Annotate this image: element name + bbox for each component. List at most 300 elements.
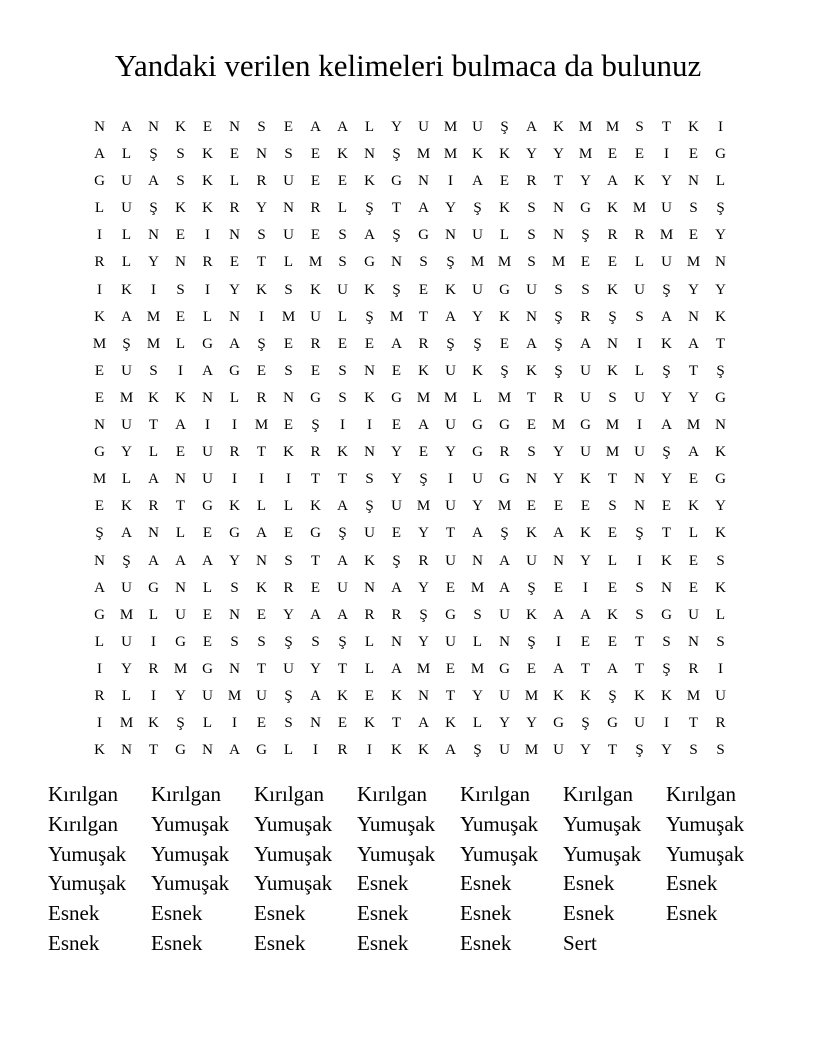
grid-letter: R <box>202 254 213 271</box>
grid-letter: M <box>578 119 593 135</box>
grid-letter: M <box>92 335 107 352</box>
grid-letter: N <box>310 715 321 732</box>
grid-letter: Ş <box>419 606 428 623</box>
grid-letter: U <box>634 281 645 298</box>
grid-letter: Y <box>580 742 591 759</box>
grid-letter: Ş <box>527 579 536 596</box>
grid-letter: U <box>472 281 483 298</box>
grid-letter: L <box>337 200 348 217</box>
grid-letter: R <box>310 444 321 461</box>
grid-letter: G <box>310 525 321 542</box>
grid-letter: G <box>472 417 483 434</box>
grid-letter: N <box>229 119 240 135</box>
grid-letter: Ş <box>662 444 671 461</box>
grid-letter: N <box>445 227 456 244</box>
grid-letter: T <box>607 742 618 759</box>
grid-letter: E <box>634 146 645 163</box>
grid-letter: Y <box>391 471 402 488</box>
grid-letter: M <box>173 660 188 677</box>
word-list-item: Yumuşak <box>151 811 230 836</box>
word-list-item: Yumuşak <box>151 871 230 896</box>
word-list-item: Esnek <box>357 901 409 926</box>
grid-letter: K <box>472 146 483 163</box>
grid-letter: N <box>418 173 429 190</box>
word-list-item: Esnek <box>460 930 512 955</box>
grid-letter: N <box>148 227 159 244</box>
grid-letter: Ş <box>311 417 320 434</box>
grid-letter: S <box>635 308 644 325</box>
grid-letter: E <box>94 362 105 379</box>
grid-letter: L <box>175 525 186 542</box>
grid-letter: T <box>148 742 159 759</box>
grid-letter: Ş <box>122 552 131 569</box>
grid-letter: S <box>257 119 266 135</box>
grid-letter: A <box>256 525 267 542</box>
grid-letter: G <box>715 389 726 406</box>
grid-letter: K <box>364 389 375 406</box>
grid-letter: S <box>257 227 266 244</box>
grid-letter: T <box>553 173 564 190</box>
grid-letter: Y <box>661 742 672 759</box>
grid-letter: N <box>94 119 105 135</box>
grid-letter: Ş <box>446 254 455 271</box>
grid-letter: M <box>119 389 134 406</box>
grid-letter: R <box>337 742 348 759</box>
grid-letter: I <box>259 471 264 488</box>
word-list-item: Esnek <box>666 871 718 896</box>
grid-letter: K <box>607 281 618 298</box>
grid-letter: U <box>499 742 510 759</box>
grid-letter: G <box>202 660 213 677</box>
grid-letter: N <box>661 579 672 596</box>
grid-letter: G <box>499 471 510 488</box>
grid-letter: I <box>232 417 237 434</box>
grid-letter: E <box>688 579 699 596</box>
grid-letter: I <box>97 281 102 298</box>
grid-letter: M <box>470 660 485 677</box>
grid-letter: G <box>607 715 618 732</box>
grid-letter: N <box>472 552 483 569</box>
grid-letter: L <box>283 498 294 515</box>
word-list-item: Esnek <box>460 871 512 896</box>
grid-letter: K <box>580 525 591 542</box>
grid-letter: M <box>605 119 620 135</box>
grid-letter: T <box>661 119 672 135</box>
grid-letter: G <box>580 417 591 434</box>
grid-letter: A <box>499 552 510 569</box>
grid-letter: A <box>418 200 429 217</box>
grid-letter: G <box>256 742 267 759</box>
grid-letter: M <box>416 498 431 515</box>
grid-letter: K <box>445 281 456 298</box>
grid-letter: K <box>202 146 213 163</box>
grid-letter: Ş <box>500 119 509 135</box>
grid-letter: U <box>472 119 483 135</box>
grid-letter: S <box>284 362 293 379</box>
grid-letter: M <box>281 308 296 325</box>
word-list-item: Yumuşak <box>666 841 745 866</box>
grid-letter: U <box>283 227 294 244</box>
grid-letter: U <box>121 579 132 596</box>
grid-letter: Y <box>715 227 726 244</box>
grid-letter: L <box>256 498 267 515</box>
grid-letter: G <box>661 606 672 623</box>
word-list-item: Esnek <box>48 901 100 926</box>
grid-letter: G <box>499 281 510 298</box>
grid-letter: M <box>497 389 512 406</box>
grid-letter: L <box>472 715 483 732</box>
grid-letter: K <box>553 119 564 135</box>
grid-letter: Ş <box>500 525 509 542</box>
grid-letter: E <box>553 579 564 596</box>
grid-letter: M <box>497 254 512 271</box>
grid-letter: E <box>94 498 105 515</box>
grid-letter: G <box>202 335 213 352</box>
grid-letter: L <box>715 173 726 190</box>
grid-letter: E <box>526 660 537 677</box>
grid-letter: I <box>151 633 156 650</box>
grid-letter: U <box>283 660 294 677</box>
grid-letter: K <box>661 687 672 704</box>
grid-letter: N <box>688 633 699 650</box>
grid-letter: U <box>121 200 132 217</box>
grid-letter: S <box>338 389 347 406</box>
grid-letter: U <box>472 471 483 488</box>
grid-letter: Ş <box>581 227 590 244</box>
grid-letter: R <box>310 200 321 217</box>
grid-letter: S <box>230 633 239 650</box>
grid-letter: U <box>445 633 456 650</box>
grid-letter: E <box>661 498 672 515</box>
grid-letter: R <box>607 227 618 244</box>
grid-letter: I <box>448 471 453 488</box>
grid-letter: E <box>688 552 699 569</box>
grid-letter: L <box>364 633 375 650</box>
grid-letter: K <box>256 579 267 596</box>
grid-letter: N <box>148 119 159 135</box>
word-list-item: Esnek <box>666 901 718 926</box>
grid-letter: E <box>202 606 213 623</box>
grid-letter: L <box>634 362 645 379</box>
grid-letter: A <box>148 471 159 488</box>
grid-letter: R <box>94 687 105 704</box>
grid-letter: E <box>229 254 240 271</box>
grid-letter: N <box>553 552 564 569</box>
grid-letter: Y <box>553 146 564 163</box>
grid-letter: U <box>688 606 699 623</box>
grid-letter: A <box>337 498 348 515</box>
grid-letter: K <box>715 525 726 542</box>
grid-letter: A <box>580 606 591 623</box>
grid-letter: Y <box>418 525 429 542</box>
word-list-item: Kırılgan <box>357 782 427 806</box>
grid-letter: L <box>337 308 348 325</box>
grid-letter: E <box>310 362 321 379</box>
grid-letter: E <box>283 525 294 542</box>
grid-letter: M <box>146 308 161 325</box>
grid-letter: T <box>688 715 699 732</box>
grid-letter: U <box>337 281 348 298</box>
grid-letter: R <box>310 335 321 352</box>
grid-letter: K <box>364 281 375 298</box>
grid-letter: S <box>689 200 698 217</box>
grid-letter: K <box>202 173 213 190</box>
grid-letter: I <box>367 742 372 759</box>
grid-letter: Ş <box>392 227 401 244</box>
grid-letter: E <box>283 417 294 434</box>
grid-letter: S <box>527 444 536 461</box>
grid-letter: U <box>202 444 213 461</box>
grid-letter: E <box>499 335 510 352</box>
grid-letter: A <box>445 742 456 759</box>
grid-letter: R <box>148 660 159 677</box>
grid-letter: Y <box>715 281 726 298</box>
grid-letter: S <box>311 633 320 650</box>
grid-letter: N <box>229 660 240 677</box>
grid-letter: M <box>389 308 404 325</box>
grid-letter: Ş <box>338 525 347 542</box>
grid-letter: A <box>472 173 483 190</box>
grid-letter: T <box>661 525 672 542</box>
grid-letter: Y <box>715 498 726 515</box>
grid-letter: K <box>715 308 726 325</box>
grid-letter: L <box>472 389 483 406</box>
grid-letter: M <box>632 200 647 217</box>
word-list-item: Kırılgan <box>460 782 530 806</box>
grid-letter: Ş <box>635 742 644 759</box>
grid-letter: Ş <box>716 200 725 217</box>
grid-letter: A <box>391 579 402 596</box>
grid-letter: L <box>121 227 132 244</box>
grid-letter: T <box>607 471 618 488</box>
word-list-item: Yumuşak <box>563 811 642 836</box>
grid-letter: A <box>202 362 213 379</box>
grid-letter: N <box>364 444 375 461</box>
grid-letter: S <box>608 498 617 515</box>
grid-letter: S <box>689 742 698 759</box>
grid-letter: S <box>176 173 185 190</box>
grid-letter: I <box>232 715 237 732</box>
grid-letter: Y <box>688 389 699 406</box>
word-list <box>48 780 768 959</box>
grid-letter: E <box>445 660 456 677</box>
grid-letter: U <box>121 417 132 434</box>
grid-letter: E <box>310 227 321 244</box>
grid-letter: I <box>151 281 156 298</box>
grid-letter: S <box>419 254 428 271</box>
grid-letter: M <box>686 254 701 271</box>
grid-letter: E <box>256 362 267 379</box>
grid-letter: I <box>340 417 345 434</box>
grid-letter: K <box>580 687 591 704</box>
word-list-item: Yumuşak <box>254 871 333 896</box>
word-list-item: Yumuşak <box>460 841 539 866</box>
grid-letter: I <box>259 308 264 325</box>
grid-letter: K <box>580 471 591 488</box>
grid-letter: L <box>472 633 483 650</box>
grid-letter: R <box>229 200 240 217</box>
grid-letter: E <box>175 227 186 244</box>
grid-letter: U <box>661 254 672 271</box>
grid-letter: E <box>580 633 591 650</box>
grid-letter: L <box>688 525 699 542</box>
grid-letter: A <box>94 146 105 163</box>
grid-letter: M <box>416 146 431 163</box>
grid-letter: N <box>283 389 294 406</box>
grid-letter: Y <box>580 552 591 569</box>
grid-letter: K <box>121 281 132 298</box>
grid-letter: N <box>634 471 645 488</box>
grid-letter: N <box>553 227 564 244</box>
grid-letter: K <box>661 335 672 352</box>
grid-letter: Ş <box>662 362 671 379</box>
grid-letter: Y <box>472 308 483 325</box>
grid-letter: Ş <box>527 633 536 650</box>
grid-letter: U <box>175 606 186 623</box>
grid-letter: E <box>337 335 348 352</box>
grid-letter: I <box>205 417 210 434</box>
grid-letter: G <box>499 417 510 434</box>
grid-letter: S <box>176 281 185 298</box>
grid-letter: Ş <box>95 525 104 542</box>
grid-letter: A <box>337 606 348 623</box>
grid-letter: N <box>175 254 186 271</box>
grid-letter: Ş <box>419 471 428 488</box>
grid-letter: K <box>337 444 348 461</box>
grid-letter: K <box>499 146 510 163</box>
grid-letter: A <box>688 444 699 461</box>
grid-letter: Y <box>121 444 132 461</box>
grid-letter: E <box>283 335 294 352</box>
grid-letter: E <box>607 254 618 271</box>
grid-letter: E <box>526 498 537 515</box>
grid-letter: K <box>202 200 213 217</box>
grid-letter: I <box>205 227 210 244</box>
word-search-grid <box>86 114 734 764</box>
grid-letter: N <box>229 227 240 244</box>
grid-letter: M <box>443 146 458 163</box>
grid-letter: Y <box>418 633 429 650</box>
grid-letter: S <box>284 146 293 163</box>
grid-letter: L <box>121 254 132 271</box>
grid-letter: L <box>148 444 159 461</box>
grid-letter: K <box>310 498 321 515</box>
grid-letter: Y <box>175 687 186 704</box>
grid-letter: Ş <box>176 715 185 732</box>
grid-letter: N <box>526 308 537 325</box>
word-list-item: Esnek <box>357 930 409 955</box>
word-list-item: Esnek <box>563 901 615 926</box>
grid-letter: M <box>443 389 458 406</box>
grid-letter: Ş <box>149 200 158 217</box>
grid-letter: E <box>418 281 429 298</box>
grid-letter: T <box>256 660 267 677</box>
word-list-item: Esnek <box>460 901 512 926</box>
grid-letter: M <box>524 687 539 704</box>
grid-letter: Ş <box>392 281 401 298</box>
grid-letter: E <box>526 417 537 434</box>
grid-letter: I <box>232 471 237 488</box>
grid-letter: R <box>526 173 537 190</box>
grid-letter: U <box>499 687 510 704</box>
grid-letter: S <box>716 552 725 569</box>
grid-letter: E <box>391 362 402 379</box>
grid-letter: M <box>578 146 593 163</box>
grid-letter: L <box>283 254 294 271</box>
grid-letter: Ş <box>473 200 482 217</box>
word-list-item: Kırılgan <box>254 782 324 806</box>
page-title: Yandaki verilen kelimeleri bulmaca da bulunuz <box>114 48 702 83</box>
grid-letter: S <box>662 633 671 650</box>
grid-letter: A <box>391 660 402 677</box>
grid-letter: G <box>202 498 213 515</box>
grid-letter: N <box>634 498 645 515</box>
grid-letter: L <box>148 606 159 623</box>
grid-letter: Ş <box>716 362 725 379</box>
grid-letter: M <box>254 417 269 434</box>
grid-letter: A <box>175 417 186 434</box>
grid-letter: K <box>175 119 186 135</box>
grid-letter: T <box>310 552 321 569</box>
grid-letter: K <box>364 552 375 569</box>
grid-letter: S <box>554 281 563 298</box>
grid-letter: T <box>445 525 456 542</box>
grid-letter: Ş <box>257 335 266 352</box>
grid-letter: S <box>149 362 158 379</box>
grid-letter: A <box>175 552 186 569</box>
grid-letter: T <box>391 715 402 732</box>
grid-letter: Ş <box>365 498 374 515</box>
grid-letter: M <box>119 715 134 732</box>
grid-letter: A <box>94 579 105 596</box>
grid-letter: U <box>418 119 429 135</box>
grid-letter: S <box>338 362 347 379</box>
grid-letter: T <box>148 417 159 434</box>
grid-letter: S <box>338 227 347 244</box>
grid-letter: M <box>686 687 701 704</box>
grid-letter: U <box>634 444 645 461</box>
grid-letter: K <box>715 579 726 596</box>
grid-letter: A <box>661 308 672 325</box>
grid-letter: L <box>202 308 213 325</box>
grid-letter: M <box>308 254 323 271</box>
grid-letter: S <box>635 579 644 596</box>
grid-letter: L <box>202 715 213 732</box>
grid-letter: R <box>634 227 645 244</box>
grid-letter: A <box>337 552 348 569</box>
grid-letter: A <box>391 335 402 352</box>
grid-letter: M <box>659 227 674 244</box>
grid-letter: E <box>391 525 402 542</box>
word-list-item: Yumuşak <box>357 811 436 836</box>
word-list-item: Esnek <box>151 901 203 926</box>
grid-letter: U <box>661 200 672 217</box>
grid-letter: A <box>202 552 213 569</box>
grid-letter: S <box>473 606 482 623</box>
grid-letter: E <box>175 444 186 461</box>
grid-letter: N <box>94 552 105 569</box>
grid-letter: A <box>310 606 321 623</box>
grid-letter: T <box>715 335 726 352</box>
grid-letter: M <box>605 417 620 434</box>
grid-letter: E <box>256 606 267 623</box>
grid-letter: G <box>94 606 105 623</box>
grid-letter: G <box>229 362 240 379</box>
grid-letter: A <box>445 308 456 325</box>
grid-letter: E <box>202 633 213 650</box>
grid-letter: T <box>445 687 456 704</box>
grid-letter: K <box>310 281 321 298</box>
